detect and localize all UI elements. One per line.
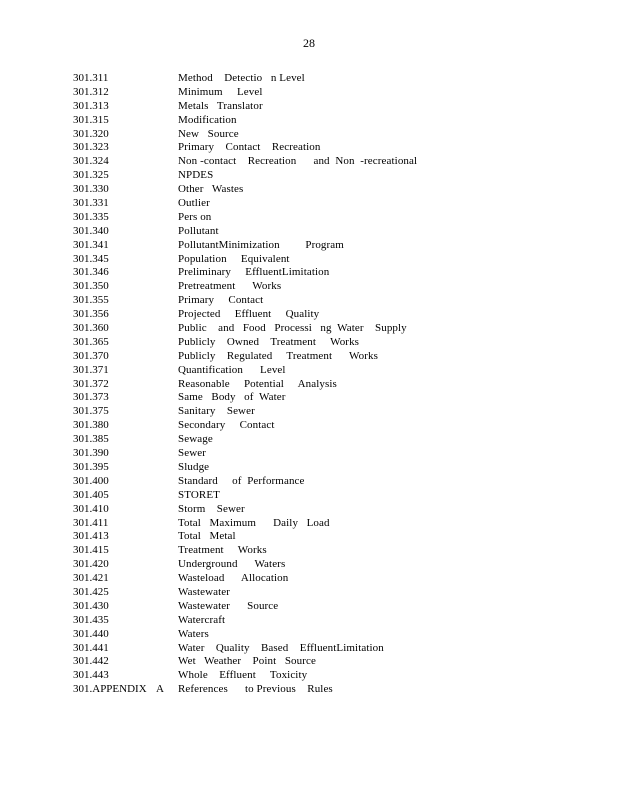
list-item [73, 141, 593, 155]
section-number: 301.350 [73, 280, 109, 293]
section-title: Pers on [178, 210, 212, 223]
section-number: 301.371 [73, 363, 109, 376]
section-number: 301.395 [73, 460, 109, 473]
section-number: 301.312 [73, 85, 109, 98]
section-number: 301.443 [73, 669, 109, 682]
list-item [73, 253, 593, 267]
list-item [73, 72, 593, 86]
list-item [73, 558, 593, 572]
section-number: 301.331 [73, 197, 109, 210]
section-title: Publicly Regulated Treatment Works [178, 349, 378, 362]
list-item [73, 364, 593, 378]
list-item [73, 614, 593, 628]
appendix-number: 301.APPENDIX [73, 683, 147, 696]
section-title: Treatment Works [178, 544, 267, 557]
section-number: 301.430 [73, 599, 109, 612]
appendix-letter: A [156, 683, 164, 696]
section-number: 301.323 [73, 141, 109, 154]
section-title: Population Equivalent [178, 252, 290, 265]
section-number: 301.320 [73, 127, 109, 140]
section-number: 301.315 [73, 113, 109, 126]
section-number: 301.345 [73, 252, 109, 265]
list-item [73, 350, 593, 364]
list-item [73, 336, 593, 350]
section-title: STORET [178, 488, 220, 501]
section-number: 301.413 [73, 530, 109, 543]
section-title: Wastewater [178, 585, 231, 598]
section-title: Primary Contact Recreation [178, 141, 321, 154]
list-item [73, 642, 593, 656]
section-list [73, 72, 593, 697]
section-number: 301.340 [73, 224, 109, 237]
list-item [73, 600, 593, 614]
section-title: Underground Waters [178, 558, 286, 571]
list-item [73, 155, 593, 169]
section-number: 301.435 [73, 613, 109, 626]
section-title: Non -contact Recreation and Non -recreational [178, 155, 418, 168]
list-item [73, 280, 593, 294]
section-number: 301.405 [73, 488, 109, 501]
section-number: 301.440 [73, 627, 109, 640]
list-item [73, 628, 593, 642]
appendix-row [73, 683, 593, 697]
section-number: 301.325 [73, 169, 109, 182]
list-item [73, 183, 593, 197]
section-title: Total Maximum Daily Load [178, 516, 330, 529]
section-title: Storm Sewer [178, 502, 245, 515]
list-item [73, 225, 593, 239]
list-item [73, 433, 593, 447]
list-item [73, 378, 593, 392]
section-title: Sludge [178, 460, 210, 473]
section-title: Total Metal [178, 530, 236, 543]
section-number: 301.355 [73, 294, 109, 307]
section-number: 301.425 [73, 585, 109, 598]
list-item [73, 197, 593, 211]
section-number: 301.335 [73, 210, 109, 223]
list-item [73, 114, 593, 128]
section-title: Primary Contact [178, 294, 264, 307]
list-item [73, 447, 593, 461]
list-item [73, 322, 593, 336]
section-number: 301.385 [73, 433, 109, 446]
list-item [73, 128, 593, 142]
section-title: Modification [178, 113, 237, 126]
list-item [73, 503, 593, 517]
list-item [73, 489, 593, 503]
list-item [73, 461, 593, 475]
list-item [73, 655, 593, 669]
section-number: 301.411 [73, 516, 109, 529]
list-item [73, 669, 593, 683]
section-number: 301.442 [73, 655, 109, 668]
section-title: Pollutant [178, 224, 219, 237]
section-number: 301.370 [73, 349, 109, 362]
list-item [73, 419, 593, 433]
section-number: 301.365 [73, 335, 109, 348]
appendix-title: References to Previous Rules [178, 683, 333, 696]
section-title: Public and Food Processi ng Water Supply [178, 322, 407, 335]
section-title: NPDES [178, 169, 214, 182]
section-number: 301.346 [73, 266, 109, 279]
section-number: 301.421 [73, 572, 109, 585]
list-item [73, 405, 593, 419]
section-title: Watercraft [178, 613, 226, 626]
section-title: Method Detectio n Level [178, 72, 305, 84]
section-title: Wet Weather Point Source [178, 655, 316, 668]
list-item [73, 86, 593, 100]
section-title: Standard of Performance [178, 474, 305, 487]
list-item [73, 169, 593, 183]
section-title: Secondary Contact [178, 419, 275, 432]
page-number: 28 [303, 36, 315, 50]
list-item [73, 211, 593, 225]
section-number: 301.360 [73, 322, 109, 335]
list-item [73, 239, 593, 253]
list-item [73, 308, 593, 322]
list-item [73, 517, 593, 531]
section-title: Water Quality Based EffluentLimitation [178, 641, 384, 654]
section-number: 301.400 [73, 474, 109, 487]
section-title: Publicly Owned Treatment Works [178, 335, 360, 348]
section-title: Reasonable Potential Analysis [178, 377, 337, 390]
section-number: 301.441 [73, 641, 109, 654]
section-title: Preliminary EffluentLimitation [178, 266, 330, 279]
section-title: Other Wastes [178, 183, 244, 196]
list-item [73, 391, 593, 405]
section-title: Whole Effluent Toxicity [178, 669, 308, 682]
section-title: Quantification Level [178, 363, 286, 376]
list-item [73, 100, 593, 114]
list-item [73, 544, 593, 558]
section-number: 301.324 [73, 155, 109, 168]
section-title: Waters [178, 627, 209, 640]
section-title: Sanitary Sewer [178, 405, 255, 418]
list-item [73, 475, 593, 489]
section-title: New Source [178, 127, 239, 140]
section-number: 301.410 [73, 502, 109, 515]
section-number: 301.356 [73, 308, 109, 321]
section-number: 301.372 [73, 377, 109, 390]
section-title: Sewage [178, 433, 213, 446]
section-number: 301.420 [73, 558, 109, 571]
section-title: Outlier [178, 197, 210, 210]
section-title: Same Body of Water [178, 391, 286, 404]
list-item [73, 572, 593, 586]
section-number: 301.375 [73, 405, 109, 418]
section-title: Wastewater Source [178, 599, 279, 612]
section-title: Metals Translator [178, 99, 263, 112]
section-title: PollutantMinimization Program [178, 238, 344, 251]
section-number: 301.341 [73, 238, 109, 251]
list-item [73, 294, 593, 308]
section-number: 301.380 [73, 419, 109, 432]
section-title: Sewer [178, 447, 206, 460]
section-title: Wasteload Allocation [178, 572, 289, 585]
list-item [73, 530, 593, 544]
section-number: 301.415 [73, 544, 109, 557]
section-title: Minimum Level [178, 85, 263, 98]
section-title: Projected Effluent Quality [178, 308, 320, 321]
section-number: 301.311 [73, 72, 109, 84]
section-number: 301.313 [73, 99, 109, 112]
section-title: Pretreatment Works [178, 280, 282, 293]
section-number: 301.390 [73, 447, 109, 460]
section-number: 301.330 [73, 183, 109, 196]
list-item [73, 586, 593, 600]
list-item [73, 266, 593, 280]
section-number: 301.373 [73, 391, 109, 404]
